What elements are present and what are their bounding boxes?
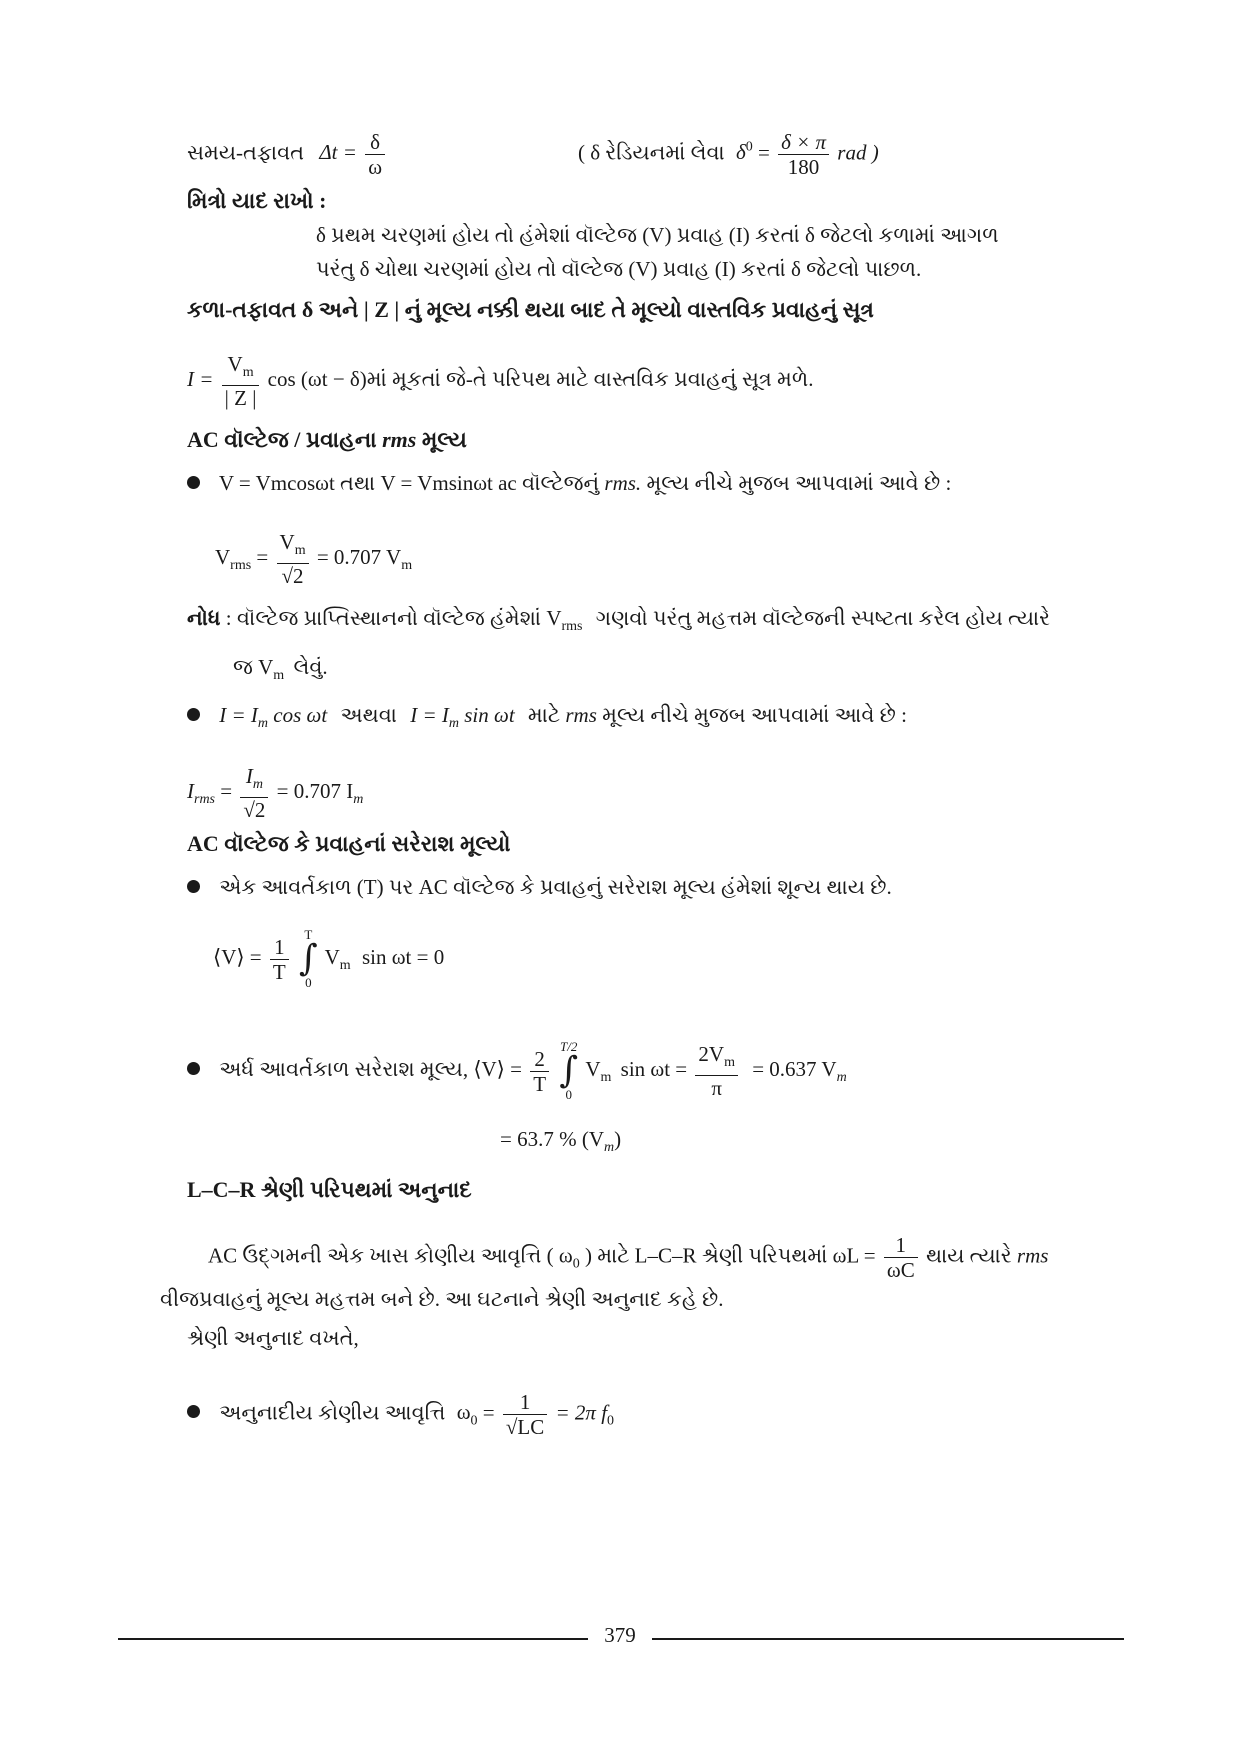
- phase-heading: કળા-તફાવત δ અને | Z | નું મૂલ્ય નક્કી થયા બાદ તે મૂલ્યો વાસ્તવિક પ્રવાહનું સૂત્ર: [187, 297, 874, 322]
- remember-line-1: δ પ્રથમ ચરણમાં હોય તો હંમેશાં વૉલ્ટેજ (V) પ્રવાહ (I) કરતાં δ જેટલો કળામાં આગળ: [316, 223, 999, 247]
- resonance-para-2: વીજપ્રવાહનું મૂલ્ય મહત્તમ બને છે. આ ઘટનાને શ્રેણી અનુનાદ કહે છે.: [160, 1287, 724, 1311]
- average-bullet-1: એક આવર્તકાળ (T) પર AC વૉલ્ટેજ કે પ્રવાહનું સરેરાશ મૂલ્ય હંમેશાં શૂન્ય થાય છે.: [187, 872, 892, 902]
- time-diff-formula: [187, 130, 388, 179]
- footer-rule-left: [118, 1638, 588, 1640]
- integral-sign: T ∫ 0: [298, 927, 318, 990]
- average-fraction-2: $\frac{2}{T}$: [530, 1047, 549, 1096]
- rms-note: નોધ : વૉલ્ટેજ પ્રાપ્તિસ્થાનનો વૉલ્ટેજ હંમેશાં $V_{rms}$ ગણવો પરંતુ મહત્તમ વૉલ્ટેજની સ્પષ્ટતા કરેલ હોય ત્યારે: [187, 606, 1051, 634]
- irms-fraction: $\frac{I_m}{√2}$: [240, 764, 268, 822]
- average-formula-1: ⟨V⟩ = $\frac{1}{T}$ T ∫ 0 $V_m$ sin ωt = 0: [213, 927, 445, 990]
- integral-sign: T/2 ∫ 0: [559, 1039, 579, 1102]
- rms-bullet-2: $I = I_m$ cos ωt અથવા $I = I_m$ sin ωt માટે rms મૂલ્ય નીચે મુજબ આપવામાં આવે છે :: [187, 700, 907, 739]
- bullet-icon: [187, 880, 200, 893]
- resonance-para-3: શ્રેણી અનુનાદ વખતે,: [187, 1326, 359, 1350]
- average-fraction-1: $\frac{1}{T}$: [270, 935, 289, 984]
- rms-heading: AC વૉલ્ટેજ / પ્રવાહના rms મૂલ્ય: [187, 427, 467, 452]
- vrms-formula: $V_{rms}$ = $\frac{V_m}{√2}$ = 0.707 $V_m$: [215, 530, 413, 588]
- average-formula-3: = 63.7 % $(V_m)$: [500, 1127, 622, 1155]
- radian-fraction: $\frac{\delta \times \pi}{180}$: [778, 130, 829, 179]
- bullet-icon: [187, 708, 200, 721]
- average-fraction-3: $\frac{2V_m}{\pi}$: [695, 1042, 738, 1100]
- resonance-fraction-2: $\frac{1}{√LC}$: [503, 1390, 547, 1439]
- page-number: 379: [604, 1623, 636, 1647]
- current-fraction: $\frac{V_m}{| Z |}$: [222, 352, 260, 410]
- vrms-fraction: $\frac{V_m}{√2}$: [277, 530, 309, 588]
- footer-rule-right: [652, 1638, 1124, 1640]
- bullet-icon: [187, 476, 200, 489]
- bullet-icon: [187, 1405, 200, 1418]
- irms-formula: $I_{rms}$ = $\frac{I_m}{√2}$ = 0.707 $I_m$: [187, 764, 364, 822]
- time-diff-lhs: Δt =: [319, 140, 357, 165]
- rms-bullet-1: V = Vmcosωt તથા V = Vmsinωt ac વૉલ્ટેજનું rms. મૂલ્ય નીચે મુજબ આપવામાં આવે છે :: [187, 468, 951, 498]
- rms-note-line-2: જ $V_m$ લેવું.: [233, 655, 328, 683]
- radian-note: ( δ રેડિયનમાં લેવા $\delta^0$ = $\frac{\delta \times \pi}{180}$ rad ): [578, 130, 879, 179]
- resonance-bullet: અનુનાદીય કોણીય આવૃત્તિ $\omega_0$ = $\frac{1}{√LC}$ = 2π $f_0$: [187, 1390, 614, 1439]
- resonance-heading: L–C–R શ્રેણી પરિપથમાં અનુનાદ: [187, 1177, 472, 1202]
- average-heading: AC વૉલ્ટેજ કે પ્રવાહનાં સરેરાશ મૂલ્યો: [187, 831, 511, 856]
- average-bullet-2: અર્ધ આવર્તકાળ સરેરાશ મૂલ્ય, ⟨V⟩ = $\frac{2}{T}$ T/2 ∫ 0 $V_m$ sin ωt = $\frac{2V_m}{\pi}$ = 0.637 $V_m$: [187, 1040, 847, 1102]
- remember-heading: મિત્રો યાદ રાખો :: [187, 188, 327, 213]
- resonance-para-1: AC ઉદ્‌ગમની એક ખાસ કોણીય આવૃત્તિ ( $\omega_0$ ) માટે L–C–R શ્રેણી પરિપથમાં ωL = $\frac{1}{\omega C}$ થાય ત્યારે rms: [208, 1233, 1049, 1282]
- resonance-fraction-1: $\frac{1}{\omega C}$: [884, 1233, 918, 1282]
- time-diff-label: સમય-તફાવત: [187, 140, 305, 165]
- current-formula: I = $\frac{V_m}{| Z |}$ cos (ωt − δ)માં મૂકતાં જે-તે પરિપથ માટે વાસ્તવિક પ્રવાહનું સૂત્ર મળે.: [187, 352, 814, 410]
- time-diff-fraction: $\frac{\delta}{\omega}$: [365, 130, 385, 179]
- remember-line-2: પરંતુ δ ચોથા ચરણમાં હોય તો વૉલ્ટેજ (V) પ્રવાહ (I) કરતાં δ જેટલો પાછળ.: [316, 257, 922, 281]
- bullet-icon: [187, 1062, 200, 1075]
